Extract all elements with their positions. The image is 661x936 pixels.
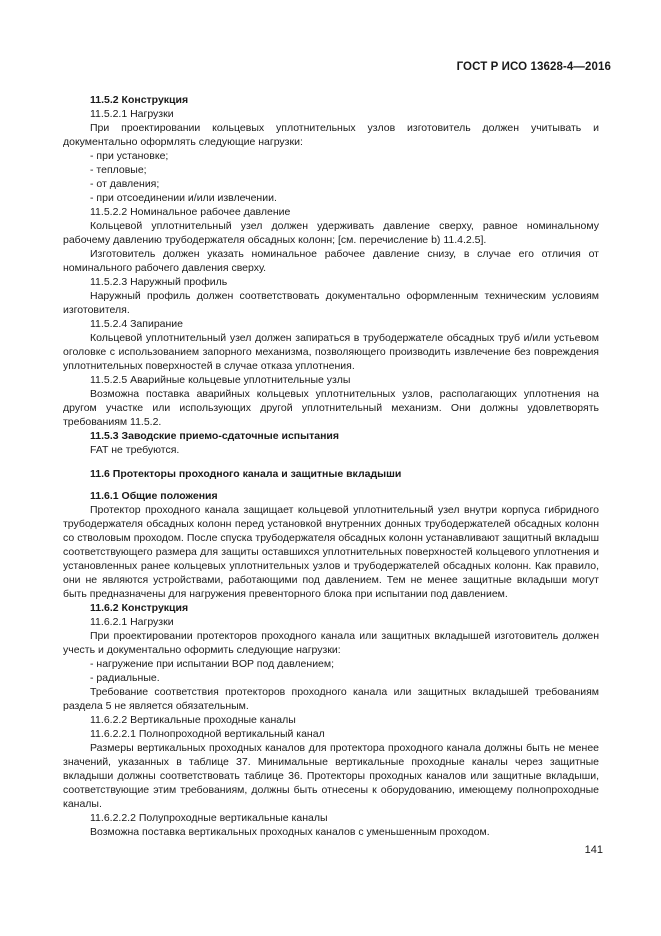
paragraph: Кольцевой уплотнительный узел должен запираться в трубодержателе обсадных труб и/или устьевом оголовке с использованием запорного механизма, позволяющего производить извлечение без повреждения уплотнительных поверхностей в случае отказа уплотнения. [63, 332, 599, 372]
section-heading: 11.5.2 Конструкция [90, 94, 189, 106]
paragraph: Кольцевой уплотнительный узел должен удерживать давление сверху, равное номинальному рабочему давлению трубодержателя обсадных колонн; [см. перечисление b) 11.4.2.5]. [63, 220, 599, 246]
paragraph: 11.5.2.5 Аварийные кольцевые уплотнительные узлы [90, 374, 351, 386]
paragraph: При проектировании кольцевых уплотнительных узлов изготовитель должен учитывать и документально оформлять следующие нагрузки: [63, 122, 599, 148]
paragraph: - нагружение при испытании BOP под давлением; [90, 658, 335, 670]
section-heading: 11.6 Протекторы проходного канала и защитные вкладыши [90, 468, 402, 480]
paragraph: - при установке; [90, 150, 169, 162]
paragraph: Наружный профиль должен соответствовать документально оформленным техническим условиям изготовителя. [63, 290, 599, 316]
paragraph: Возможна поставка вертикальных проходных каналов с уменьшенным проходом. [90, 826, 490, 838]
section-heading: 11.6.1 Общие положения [90, 490, 218, 502]
section-heading: 11.6.2 Конструкция [90, 602, 189, 614]
paragraph: Размеры вертикальных проходных каналов для протектора проходного канала должны быть не менее значений, указанных в таблице 37. Минимальные вертикальные проходные каналы через защитные вкладыши должны соответствовать таблице 36. Протекторы проходных каналов или защитные вкладыши, соответствующие этим требованиям, должны быть отнесены к оборудованию, имеющему полнопроходные каналы. [63, 742, 599, 810]
paragraph: - при отсоединении и/или извлечении. [90, 192, 277, 204]
document-body [63, 93, 599, 839]
paragraph: Изготовитель должен указать номинальное рабочее давление снизу, в случае его отличия от номинального рабочего давления сверху. [63, 248, 599, 274]
section-heading: 11.5.3 Заводские приемо-сдаточные испытания [90, 430, 339, 442]
paragraph: 11.5.2.3 Наружный профиль [90, 276, 228, 288]
paragraph: - радиальные. [90, 672, 160, 684]
paragraph: 11.6.2.2.2 Полупроходные вертикальные каналы [90, 812, 328, 824]
paragraph: FAT не требуются. [90, 444, 180, 456]
paragraph: 11.6.2.2.1 Полнопроходной вертикальный канал [90, 728, 325, 740]
paragraph: 11.6.2.1 Нагрузки [90, 616, 174, 628]
paragraph: Требование соответствия протекторов проходного канала или защитных вкладышей требованиям раздела 5 не является обязательным. [63, 686, 599, 712]
page-number: 141 [584, 844, 603, 856]
paragraph: Возможна поставка аварийных кольцевых уплотнительных узлов, располагающих уплотнения на другом участке или использующих другой уплотнительный механизм. Они должны удовлетворять требованиям 11.5.2. [63, 388, 599, 428]
standard-designation: ГОСТ Р ИСО 13628-4—2016 [456, 61, 611, 73]
paragraph: 11.5.2.4 Запирание [90, 318, 184, 330]
paragraph: Протектор проходного канала защищает кольцевой уплотнительный узел внутри корпуса гибридного трубодержателя обсадных колонн перед установкой внутренних донных трубодержателей обсадных колонн со стволовым проходом. После спуска трубодержателя обсадных колонн устанавливают защитный вкладыш соответствующего размера для защиты оставшихся уплотнительных поверхностей кольцевого уплотнения и установленных ранее кольцевых уплотнительных узлов и трубодержателей обсадных колонн. Как правило, они не являются устройствами, работающими под давлением. Тем не менее защитные вкладыши могут быть предназначены для нагружения превенторного блока при испытании под давлением. [63, 504, 599, 600]
paragraph: При проектировании протекторов проходного канала или защитных вкладышей изготовитель должен учесть и документально оформить следующие нагрузки: [63, 630, 599, 656]
paragraph: - от давления; [90, 178, 160, 190]
paragraph: 11.5.2.2 Номинальное рабочее давление [90, 206, 291, 218]
paragraph: 11.5.2.1 Нагрузки [90, 108, 174, 120]
paragraph: - тепловые; [90, 164, 147, 176]
paragraph: 11.6.2.2 Вертикальные проходные каналы [90, 714, 296, 726]
